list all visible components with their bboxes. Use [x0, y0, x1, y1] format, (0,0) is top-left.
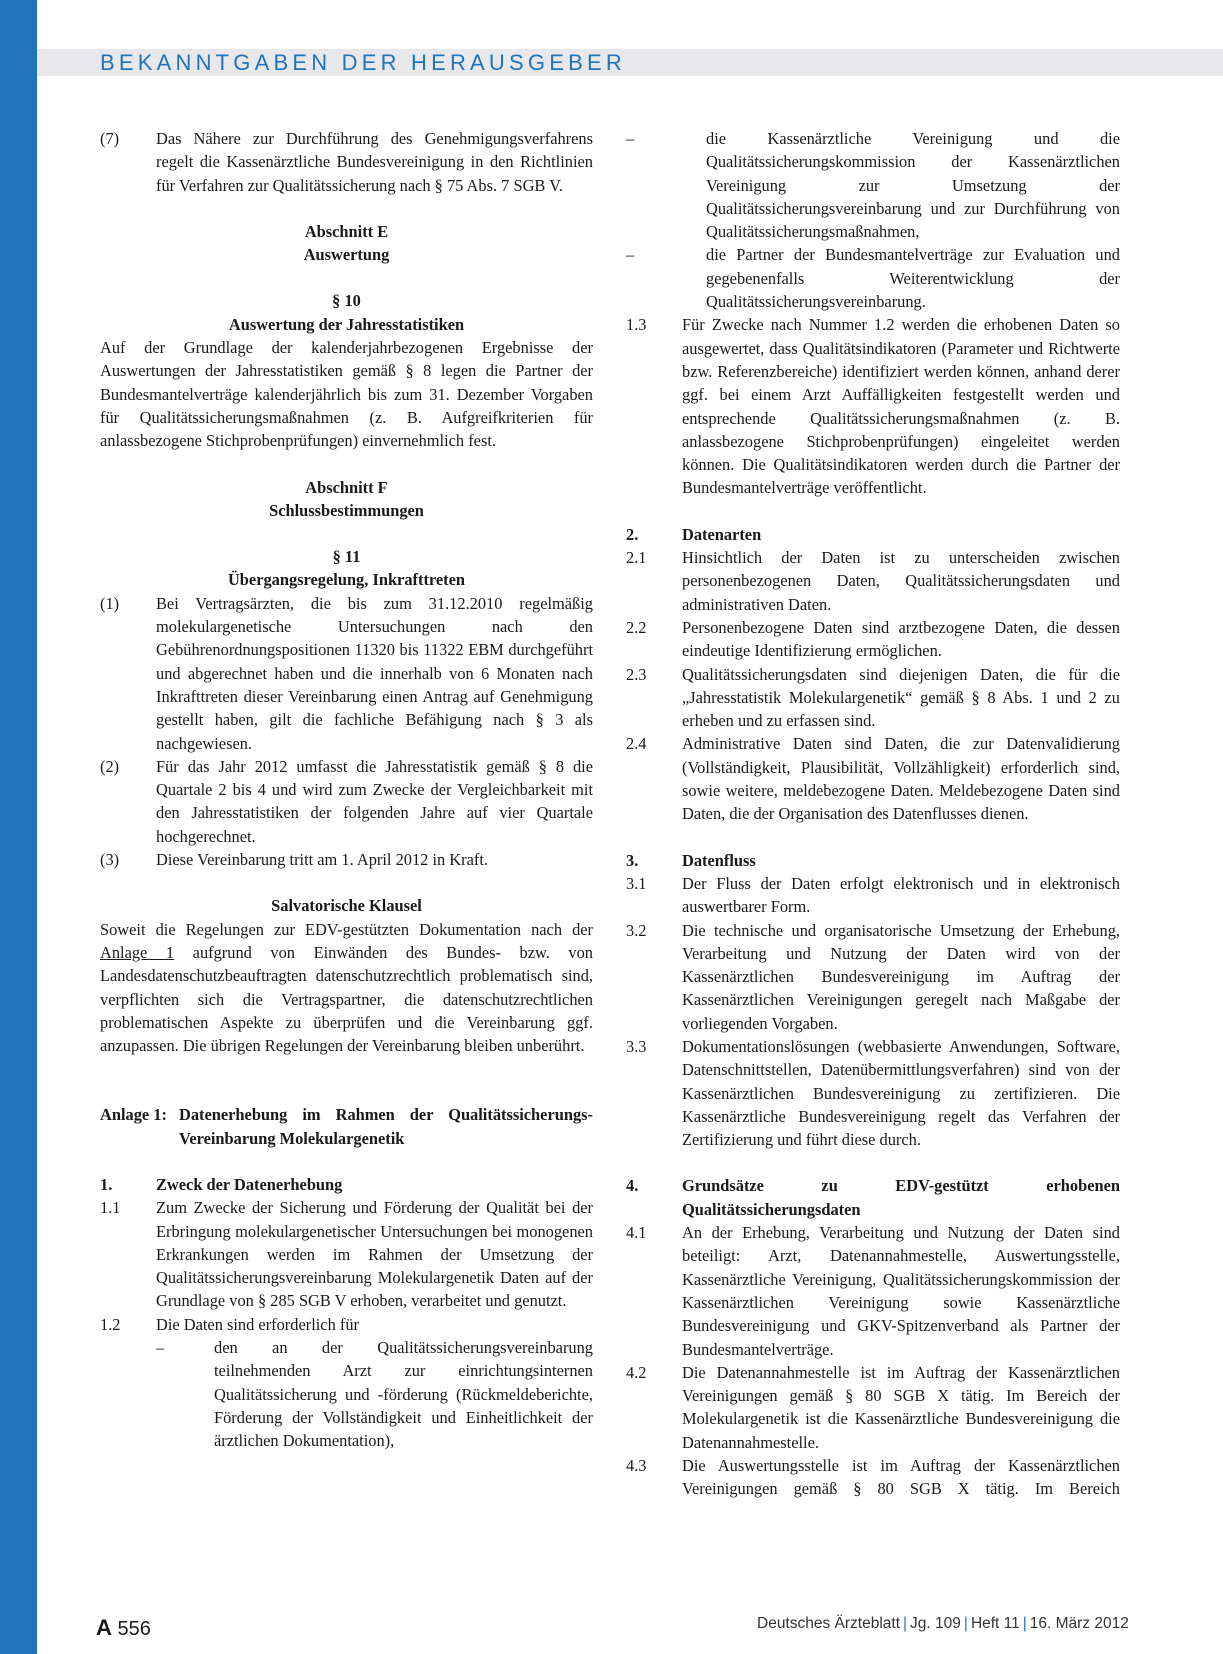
paragraph-number: (2)	[100, 756, 120, 776]
item-2-2	[626, 616, 1120, 663]
item-4-3	[626, 1454, 1120, 1501]
item-2-3	[626, 663, 1120, 733]
section-number: 2.	[626, 524, 639, 544]
paragraph-text: Das Nähere zur Durchführung des Genehmigungsverfahrens regelt die Kassenärztliche Bundesvereinigung in den Richtlinien für Verfahren zur Qualitätssicherung nach § 75 Abs. 7 SGB V.	[156, 129, 593, 195]
item-number: 4.3	[626, 1456, 647, 1476]
heading-auswertung: Auswertung	[303, 245, 390, 265]
item-3-3	[626, 1035, 1120, 1151]
item-number: 3.1	[626, 873, 647, 893]
journal-volume: Jg. 109	[910, 1615, 961, 1632]
right-column	[626, 127, 1120, 1501]
sidebar-accent-bar	[0, 0, 37, 1654]
section-1-heading	[100, 1173, 593, 1196]
paragraph-text: Diese Vereinbarung tritt am 1. April 2012 in Kraft.	[156, 850, 488, 870]
heading-par-10: § 10	[332, 291, 361, 311]
heading-par-11: § 11	[332, 547, 361, 567]
item-4-1	[626, 1221, 1120, 1361]
item-text: Die Daten sind erforderlich für	[156, 1314, 359, 1334]
paragraph-7	[100, 127, 593, 197]
separator: |	[903, 1615, 908, 1632]
heading-schlussbestimmungen: Schlussbestimmungen	[269, 500, 424, 520]
section-number: 3.	[626, 850, 639, 870]
item-1-3	[626, 313, 1120, 499]
section-title: Grundsätze zu EDV-gestützt erhobenen Qualitätssicherungsdaten	[682, 1176, 1120, 1219]
item-number: 2.2	[626, 617, 647, 637]
item-text: Für Zwecke nach Nummer 1.2 werden die erhobenen Daten so ausgewertet, dass Qualitätsindikatoren (Parameter und Richtwerte bzw. Referenzbereiche) identifiziert werden können, anhand derer ggf. bei einem Arzt Auffälligkeiten festgestellt werden und entsprechende Qualitätssicherungsmaßnahmen (z. B. anlassbezogene Stichprobenprüfungen) eingeleitet werden können. Die Qualitätsindikatoren werden durch die Partner der Bundesmantelverträge veröffentlicht.	[682, 315, 1120, 498]
item-1-2-dash-3	[626, 243, 1120, 313]
section-number: 4.	[626, 1176, 639, 1196]
left-column	[100, 127, 593, 1453]
item-text: Der Fluss der Daten erfolgt elektronisch und in elektronisch auswertbarer Form.	[682, 873, 1120, 917]
paragraph-10-text: Auf der Grundlage der kalenderjahrbezogenen Ergebnisse der Auswertungen der Jahresstatistiken gemäß § 8 legen die Partner der Bundesmantelverträge kalenderjährlich bis zum 31. Dezember Vorgaben für Qualitätssicherungsmaßnahmen (z. B. Aufgreifkriterien für anlassbezogene Stichprobenprüfungen) einvernehmlich fest.	[100, 338, 593, 451]
item-number: 4.1	[626, 1223, 647, 1243]
journal-issue: Heft 11	[970, 1615, 1020, 1632]
paragraph-11-3	[100, 848, 593, 871]
dash-text: den an der Qualitätssicherungsvereinbarung teilnehmenden Arzt zur einrichtungsinternen Qualitätssicherung und -förderung (Rückmeldeberichte, Förderung der Vollständigkeit und Einheitlichkeit der ärztlichen Dokumentation),	[214, 1338, 593, 1451]
item-number: 2.4	[626, 734, 647, 754]
dash-bullet: –	[626, 129, 635, 148]
paragraph-11-2	[100, 755, 593, 848]
anlage-label: Anlage 1:	[100, 1105, 167, 1125]
paragraph-11-1	[100, 592, 593, 755]
item-number: 3.3	[626, 1036, 647, 1056]
section-header-title: BEKANNTGABEN DER HERAUSGEBER	[100, 50, 626, 75]
section-4-heading	[626, 1174, 1120, 1221]
anlage-1-heading	[100, 1103, 593, 1150]
item-text: Die Auswertungsstelle ist im Auftrag der Kassenärztlichen Vereinigungen gemäß § 80 SGB X tätig. Im Bereich	[682, 1456, 1120, 1499]
salv-text-post: aufgrund von Einwänden des Bundes- bzw. von Landesdatenschutzbeauftragten datenschutzrechtlich problematisch sind, verpflichten sich die Vertragspartner, die datenschutzrechtlichen problematischen Aspekte zu überprüfen und die Vereinbarung ggf. anzupassen. Die übrigen Regelungen der Vereinbarung bleiben unberührt.	[100, 942, 594, 1056]
item-4-2	[626, 1361, 1120, 1454]
separator: |	[963, 1615, 968, 1632]
section-title: Zweck der Datenerhebung	[156, 1174, 343, 1194]
page-number	[96, 1615, 151, 1641]
paragraph-text: Bei Vertragsärzten, die bis zum 31.12.2010 regelmäßig molekulargenetische Untersuchungen nach den Gebührenordnungspositionen 11320 bis 11322 EBM durchgeführt und abgerechnet haben und die innerhalb von 6 Monaten nach Inkrafttreten dieser Vereinbarung einen Antrag auf Genehmigung gestellt haben, gilt die fachliche Befähigung nach § 3 als nachgewiesen.	[156, 593, 593, 753]
dash-text: die Kassenärztliche Vereinigung und die Qualitätssicherungskommission der Kassenärztlichen Vereinigung zur Umsetzung der Qualitätssicherungsvereinbarung und zur Durchführung von Qualitätssicherungsmaßnahmen,	[706, 129, 1120, 242]
item-3-1	[626, 872, 1120, 919]
item-text: Hinsichtlich der Daten ist zu unterscheiden zwischen personenbezogenen Daten, Qualitätssicherungsdaten und administrativen Daten.	[682, 548, 1120, 614]
item-3-2	[626, 919, 1120, 1035]
item-1-2-dash-1	[100, 1336, 593, 1452]
item-number: 4.2	[626, 1362, 647, 1382]
item-text: Personenbezogene Daten sind arztbezogene Daten, die dessen eindeutige Identifizierung ermöglichen.	[682, 617, 1120, 661]
item-text: Qualitätssicherungsdaten sind diejenigen Daten, die für die „Jahresstatistik Molekulargenetik“ gemäß § 8 Abs. 1 und 2 zu erheben und zu erfassen sind.	[682, 664, 1120, 731]
item-number: 2.3	[626, 664, 647, 684]
salvatorische-klausel-text	[100, 918, 593, 1058]
item-2-1	[626, 546, 1120, 616]
item-1-1	[100, 1196, 593, 1312]
dash-bullet: –	[156, 1338, 165, 1358]
paragraph-text: Für das Jahr 2012 umfasst die Jahresstatistik gemäß § 8 die Quartale 2 bis 4 und wird zum Zwecke der Vergleichbarkeit mit den Jahresstatistiken der folgenden Jahre auf vier Quartale hochgerechnet.	[156, 756, 593, 846]
item-text: An der Erhebung, Verarbeitung und Nutzung der Daten sind beteiligt: Arzt, Datenannahmestelle, Auswertungsstelle, Kassenärztliche Vereinigung, Qualitätssicherungskommission der Kassenärztlichen Vereinigung sowie Kassenärztliche Bundesvereinigung und GKV-Spitzenverband als Partner der Bundesmantelverträge.	[682, 1223, 1120, 1359]
section-number: 1.	[100, 1174, 113, 1194]
heading-salvatorische-klausel: Salvatorische Klausel	[271, 896, 422, 916]
item-1-2-dash-2	[626, 127, 1120, 243]
item-text: Die Datenannahmestelle ist im Auftrag der Kassenärztlichen Vereinigungen gemäß § 80 SGB X tätig. Im Bereich der Molekulargenetik ist die Kassenärztliche Bundesvereinigung die Datenannahmestelle.	[682, 1362, 1120, 1452]
heading-abschnitt-e: Abschnitt E	[304, 221, 389, 241]
dash-bullet: –	[626, 245, 635, 265]
heading-abschnitt-f: Abschnitt F	[305, 477, 388, 497]
journal-date: 16. März 2012	[1029, 1615, 1129, 1632]
anlage-1-link[interactable]: Anlage 1	[100, 942, 175, 962]
item-text: Administrative Daten sind Daten, die zur Datenvalidierung (Vollständigkeit, Plausibilität, Vollzähligkeit) erforderlich sind, sowie weitere, meldebezogene Daten. Meldebezogene Daten sind Daten, die der Organisation des Datenflusses dienen.	[682, 734, 1120, 824]
item-number: 2.1	[626, 548, 647, 568]
item-text: Dokumentationslösungen (webbasierte Anwendungen, Software, Datenschnittstellen, Datenübermittlungsverfahren) sind von der Kassenärztlichen Bundesvereinigung zu zertifizieren. Die Kassenärztliche Bundesvereinigung regelt das Verfahren der Zertifizierung und führt diese durch.	[682, 1036, 1120, 1150]
item-number: 1.1	[100, 1198, 121, 1218]
page-number-value: 556	[117, 1618, 151, 1640]
section-2-heading	[626, 523, 1120, 546]
paragraph-number: (3)	[100, 850, 120, 870]
separator: |	[1022, 1615, 1027, 1632]
paragraph-number: (1)	[100, 593, 120, 613]
journal-name: Deutsches Ärzteblatt	[757, 1615, 901, 1632]
item-number: 3.2	[626, 920, 647, 940]
salv-text-pre: Soweit die Regelungen zur EDV-gestützten Dokumentation nach der	[100, 919, 593, 939]
item-number: 1.3	[626, 315, 647, 335]
item-number: 1.2	[100, 1314, 121, 1334]
item-text: Zum Zwecke der Sicherung und Förderung der Qualität bei der Erbringung molekulargenetischer Untersuchungen bei monogenen Erkrankungen werden im Rahmen der Umsetzung der Qualitätssicherungsvereinbarung Molekulargenetik Daten auf der Grundlage von § 285 SGB V erhoben, verarbeitet und genutzt.	[156, 1198, 593, 1311]
section-3-heading	[626, 849, 1120, 872]
anlage-title: Datenerhebung im Rahmen der Qualitätssicherungs-Vereinbarung Molekulargenetik	[179, 1105, 593, 1148]
dash-text: die Partner der Bundesmantelverträge zur Evaluation und gegebenenfalls Weiterentwicklung der Qualitätssicherungsvereinbarung.	[706, 245, 1120, 312]
section-title: Datenarten	[682, 524, 762, 544]
page-letter: A	[96, 1615, 112, 1640]
journal-info	[757, 1615, 1129, 1633]
item-text: Die technische und organisatorische Umsetzung der Erhebung, Verarbeitung und Nutzung der Daten wird von der Kassenärztlichen Bundesvereinigung im Auftrag der Kassenärztlichen Vereinigungen geregelt nach Maßgabe der vorliegenden Vorgaben.	[682, 920, 1120, 1033]
heading-par-11-title: Übergangsregelung, Inkrafttreten	[227, 570, 466, 590]
heading-par-10-title: Auswertung der Jahresstatistiken	[228, 314, 465, 334]
item-2-4	[626, 732, 1120, 825]
paragraph-number: (7)	[100, 129, 120, 148]
item-1-2	[100, 1313, 593, 1336]
section-title: Datenfluss	[682, 850, 756, 870]
